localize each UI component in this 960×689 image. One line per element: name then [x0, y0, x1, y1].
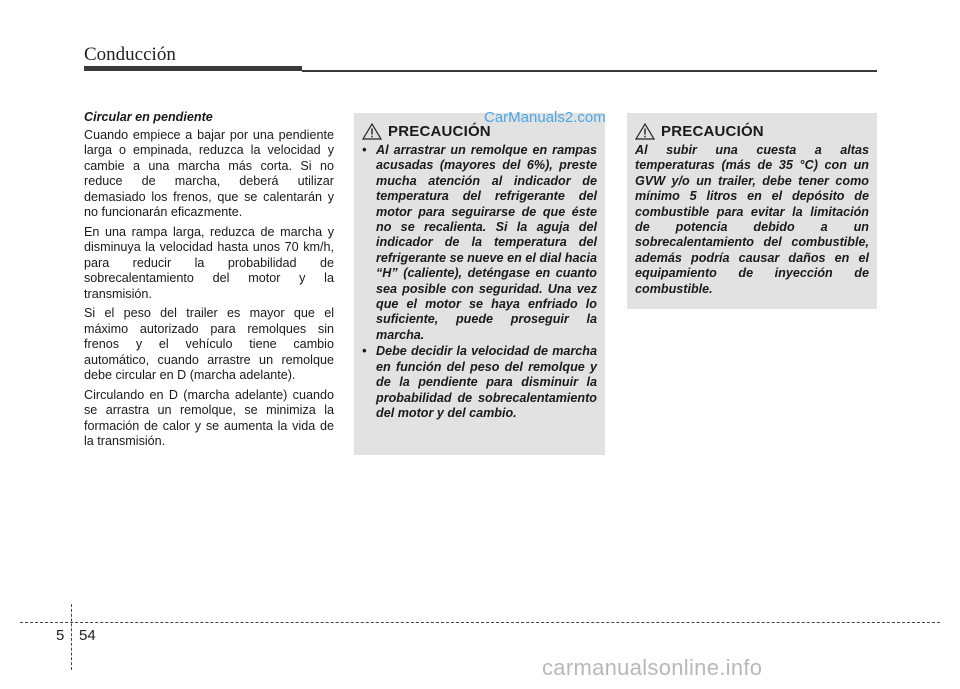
paragraph: Cuando empiece a bajar por una pendiente larga o empinada, reduzca la velocidad y cambie a una marcha más corta. Si no reduce de marcha, deberá utilizar demasiado los frenos, que se calentarán y no funcionarán eficazmente.	[84, 127, 334, 219]
caution-title: PRECAUCIÓN	[388, 123, 491, 140]
bullet-icon: •	[362, 344, 367, 359]
footer-divider	[71, 604, 72, 670]
warning-triangle-icon	[362, 123, 382, 140]
warning-triangle-icon	[635, 123, 655, 140]
caution-box-2	[627, 113, 877, 309]
caution-title: PRECAUCIÓN	[661, 123, 764, 140]
caution-list	[362, 143, 597, 421]
header-rule-thick	[84, 66, 302, 71]
paragraph: Circulando en D (marcha adelante) cuando se arrastra un remolque, se minimiza la formación de calor y se aumenta la vida de la transmisión.	[84, 387, 334, 448]
caution-item-text: Al arrastrar un remolque en rampas acusadas (mayores del 6%), preste mucha atención al indicador de temperatura del refrigerante del motor para seguirarse de que éste no se recalienta. Si la aguja del indicador de la temperatura del refrigerante se nueve en el dial hacia “H” (caliente), deténgase en cuanto sea posible con seguridad. Una vez que el motor se haya enfriado lo suficiente, puede proseguir la marcha.	[376, 143, 597, 342]
paragraph: Si el peso del trailer es mayor que el máximo autorizado para remolques sin frenos y el vehículo tiene cambio automático, cuando arrastre un remolque debe circular en D (marcha adelante).	[84, 306, 334, 382]
section-title: Conducción	[84, 44, 176, 65]
caution-text: Al subir una cuesta a altas temperaturas (más de 35 °C) con un GVW y/o un trailer, debe tener como mínimo 5 litros en el depósito de combustible para evitar la limitación de potencia debido a un sobrecalentamiento del combustible, además podría causar daños en el equipamiento de inyección de combustible.	[635, 143, 869, 296]
watermark-top: CarManuals2.com	[484, 109, 606, 126]
footer-rule	[20, 622, 940, 623]
caution-item-text: Debe decidir la velocidad de marcha en función del peso del remolque y de la pendiente para disminuir la probabilidad de sobrecalentamiento del motor y del cambio.	[376, 344, 597, 420]
caution-item	[362, 344, 597, 421]
header-rule-thin	[302, 70, 877, 72]
bullet-icon: •	[362, 143, 367, 157]
caution-box-header	[635, 123, 869, 140]
left-text-column	[84, 110, 334, 454]
paragraph: En una rampa larga, reduzca de marcha y disminuya la velocidad hasta unos 70 km/h, para reducir la probabilidad de sobrecalentamiento del motor y la transmisión.	[84, 224, 334, 301]
caution-box-1	[354, 113, 605, 455]
caution-item	[362, 143, 597, 343]
chapter-number: 5	[56, 627, 65, 644]
subheading: Circular en pendiente	[84, 110, 213, 124]
watermark-bottom: carmanualsonline.info	[542, 655, 763, 680]
page-number: 54	[79, 627, 96, 644]
